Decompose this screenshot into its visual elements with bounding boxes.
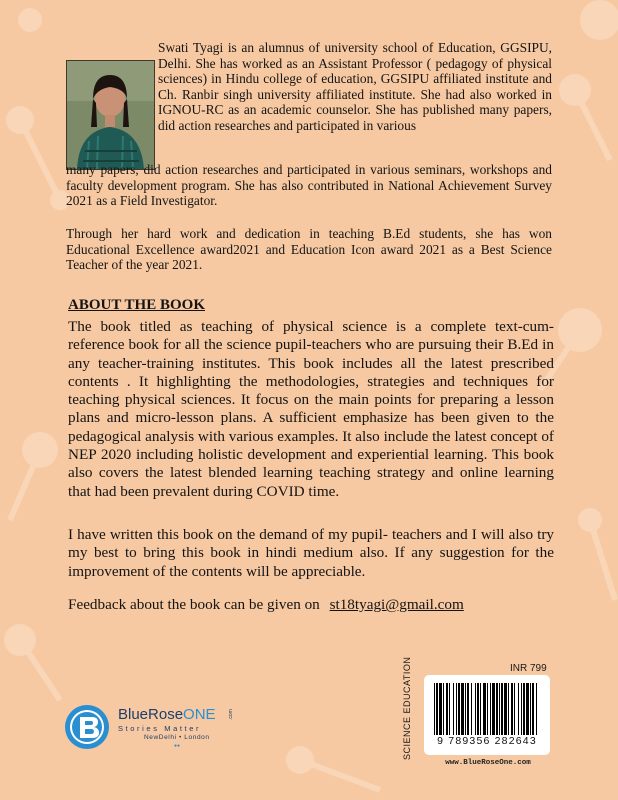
author-bio-awards: Through her hard work and dedication in teaching B.Ed students, she has won Educational Excellence award2021 and Education Icon award 2021 as a Best Science Teacher of the year 2021. <box>66 226 552 273</box>
barcode-bar <box>467 683 469 735</box>
barcode-box <box>424 675 550 755</box>
author-photo <box>66 60 155 170</box>
barcode-bar <box>514 683 515 735</box>
publisher-name <box>118 706 216 723</box>
barcode-bar <box>526 683 529 735</box>
publisher-tagline: Stories Matter <box>118 724 202 733</box>
publisher-name-part1: BlueRose <box>118 706 184 723</box>
author-bio-continued: many papers, did action researches and participated in various seminars, workshops and faculty development program. She has also contributed in National Achievement Survey 2021 as a Field Investigator. <box>66 162 552 209</box>
barcode-bar <box>480 683 481 735</box>
author-bio-top: Swati Tyagi is an alumnus of university school of Education, GGSIPU, Delhi. She has worked as an Assistant Professor ( pedagogy of physical sciences) in Hindu college of education, GGSIPU affiliated institute and Ch. Ranbir singh university affiliated institute. She had also worked in IGNOU-RC as an academic counselor. She has published many papers, did action researches and participated in various <box>158 40 552 133</box>
barcode-bar <box>443 683 444 735</box>
barcode-bar <box>504 683 507 735</box>
barcode-bar <box>496 683 498 735</box>
isbn-number: 9 789356 282643 <box>437 735 537 747</box>
barcode-bar <box>508 683 509 735</box>
feedback-email-link[interactable]: st18tyagi@gmail.com <box>329 596 464 613</box>
barcode-bar <box>477 683 479 735</box>
barcode-bar <box>511 683 513 735</box>
barcode-image <box>434 683 540 735</box>
feedback-line <box>68 596 568 614</box>
publisher-name-part2: ONE <box>183 706 216 723</box>
barcode-bar <box>461 683 464 735</box>
social-icons: ●● <box>174 744 181 749</box>
publisher-cities: NewDelhi • London <box>144 734 210 741</box>
barcode-bar <box>518 683 519 735</box>
barcode-bar <box>439 683 442 735</box>
barcode-bar <box>456 683 457 735</box>
barcode-bar <box>465 683 466 735</box>
barcode-bar <box>436 683 438 735</box>
bluerose-logo-icon <box>64 704 110 750</box>
about-book-paragraph-1: The book titled as teaching of physical science is a complete text-cum-reference book for all the science pupil-teachers who are pursuing their B.Ed in any teacher-training institutes. This book includes all the latest prescribed contents . It highlighting the methodologies, strategies and techniques for teaching physical sciences. It focus on the main points for preparing a lesson plans and micro-lesson plans. A sufficient emphasize has been given to the pedagogical analysis with various examples. It also include the latest concept of NEP 2020 including holistic development and experiential learning. This book also covers the latest blended learning teaching strategy and online learning that had been prevalent during COVID time. <box>68 318 554 500</box>
barcode-bar <box>501 683 503 735</box>
barcode-bar <box>453 683 454 735</box>
barcode-bar <box>523 683 525 735</box>
barcode-bar <box>446 683 448 735</box>
barcode-bar <box>434 683 435 735</box>
barcode-bar <box>471 683 472 735</box>
publisher-logo-block <box>64 704 254 764</box>
barcode-bar <box>536 683 537 735</box>
barcode-bar <box>487 683 488 735</box>
price-label: INR 799 <box>510 663 547 674</box>
barcode-bar <box>532 683 534 735</box>
barcode-bar <box>521 683 522 735</box>
about-book-paragraph-2: I have written this book on the demand of my pupil- teachers and I will also try my best to bring this book in hindi medium also. If any suggestion for the improvement of the contents will be appreciable. <box>68 526 554 580</box>
feedback-label: Feedback about the book can be given on <box>68 596 320 613</box>
publisher-dotcom: .com <box>228 709 234 720</box>
category-label: SCIENCE EDUCATION <box>402 656 412 760</box>
publisher-website: www.BlueRoseOne.com <box>445 759 531 767</box>
barcode-bar <box>458 683 460 735</box>
barcode-bar <box>530 683 531 735</box>
barcode-bar <box>483 683 486 735</box>
barcode-bar <box>449 683 450 735</box>
barcode-bar <box>490 683 491 735</box>
barcode-bar <box>492 683 495 735</box>
barcode-bar <box>499 683 500 735</box>
barcode-bar <box>475 683 476 735</box>
about-book-heading: ABOUT THE BOOK <box>68 297 205 313</box>
